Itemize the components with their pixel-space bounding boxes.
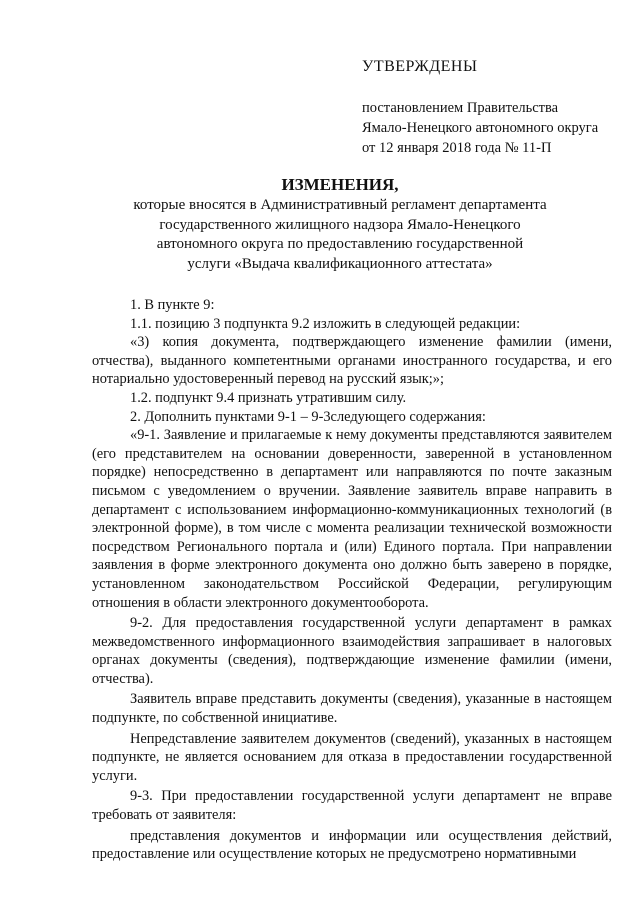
document-subtitle-line: услуги «Выдача квалификационного аттестата» (187, 255, 493, 272)
body-paragraph: 9-3. При предоставлении государственной услуги департамент не вправе требовать от заявителя: (92, 788, 612, 824)
body-paragraph: 1.1. позицию 3 подпункта 9.2 изложить в следующей редакции: (130, 315, 521, 332)
body-paragraph: Заявитель вправе представить документы (сведения), указанные в настоящем подпункте, по собственной инициативе. (92, 691, 612, 727)
body-paragraph: 1.2. подпункт 9.4 признать утратившим силу. (130, 389, 407, 406)
document-subtitle-line: автономного округа по предоставлению государственной (156, 236, 524, 252)
approval-block (362, 58, 622, 158)
document-body (92, 296, 612, 864)
body-paragraph: Непредставление заявителем документов (сведений), указанных в настоящем подпункте, не является основанием для отказа в предоставлении государственной услуги. (92, 730, 612, 784)
body-paragraph: 9-2. Для предоставления государственной услуги департамент в рамках межведомственного информационного взаимодействия запрашивает в налоговых органах документы (сведения), подтверждающие изменение фамилии (имени, отчества). (92, 615, 612, 687)
body-paragraph: «3) копия документа, подтверждающего изменение фамилии (имени, отчества), выданного компетентными органами иностранного государства, и его нотариально удостоверенный перевод на русский язык;»; (92, 334, 612, 388)
body-paragraph: представления документов и информации или осуществления действий, предоставление или осуществление которых не предусмотрено нормативными (92, 827, 612, 863)
approval-title: УТВЕРЖДЕНЫ (362, 58, 478, 75)
approval-line: постановлением Правительства (362, 100, 559, 116)
document-title: ИЗМЕНЕНИЯ, (281, 175, 399, 194)
body-paragraph: 1. В пункте 9: (130, 297, 215, 313)
approval-line: Ямало-Ненецкого автономного округа (362, 120, 599, 136)
document-subtitle-line: которые вносятся в Административный регламент департамента (133, 197, 547, 213)
body-paragraph: 2. Дополнить пунктами 9-1 – 9-3следующего содержания: (130, 408, 486, 425)
document-heading (90, 174, 590, 274)
document-subtitle-line: государственного жилищного надзора Ямало-Ненецкого (159, 216, 521, 233)
body-paragraph: «9-1. Заявление и прилагаемые к нему документы представляются заявителем (его представителем на основании доверенности, заверенной в установленном порядке) непосредственно в департамент или направляются по почте заказным письмом с уведомлением о вручении. Заявление заявитель вправе направить в департамент с использованием информационно-коммуникационных технологий (в электронной форме), в том числе с момента реализации технической возможности посредством Регионального портала и (или) Единого портала. При направлении заявления в форме электронного документа оно должно быть заверено в порядке, установленном законодательством Российской Федерации, регулирующим отношения в области электронного документооборота. (92, 427, 612, 611)
approval-line: от 12 января 2018 года № 11-П (362, 140, 552, 156)
